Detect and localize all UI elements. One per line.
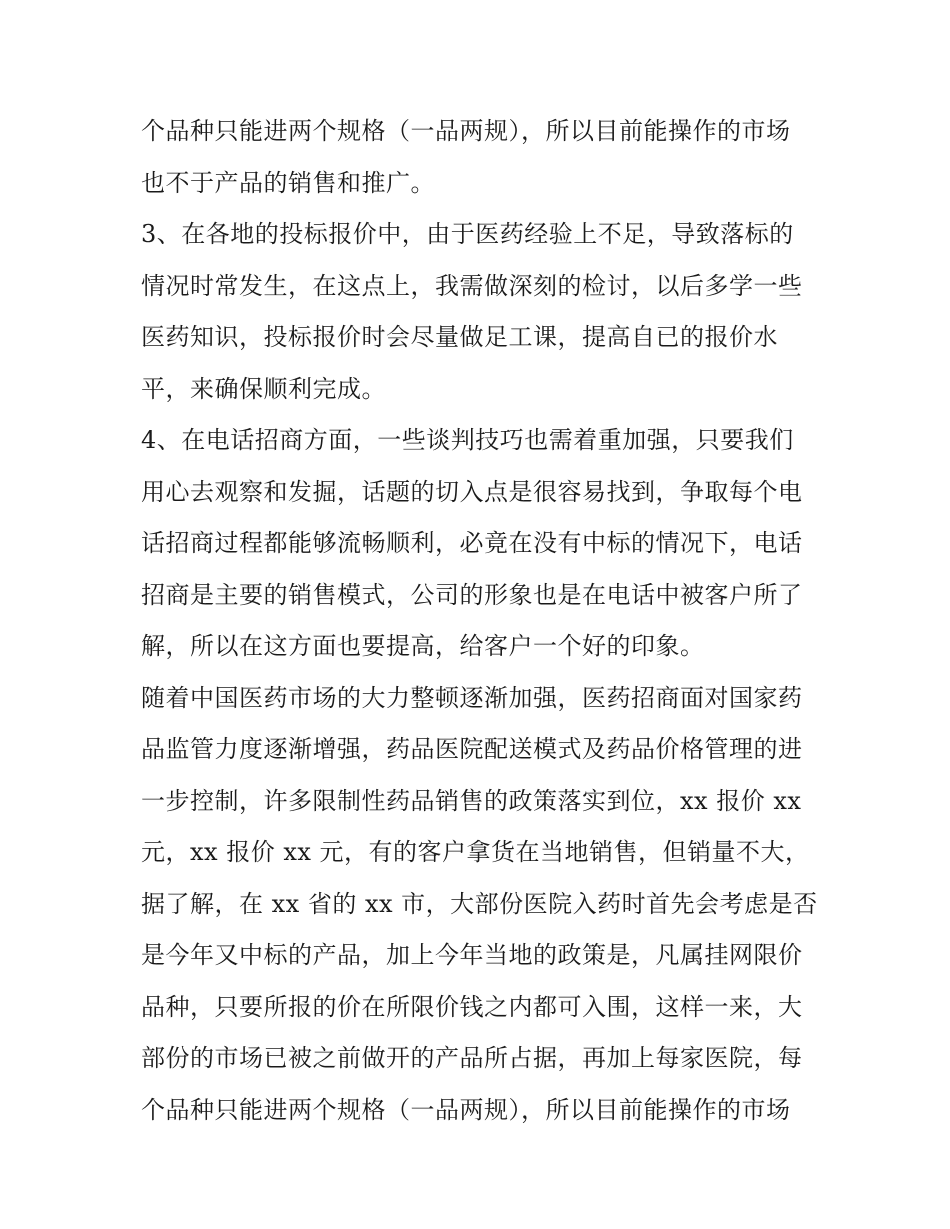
body-text bbox=[141, 106, 831, 1136]
text-line: 情况时常发生，在这点上，我需做深刻的检讨，以后多学一些 bbox=[141, 271, 803, 300]
text-line: 元，xx 报价 xx 元，有的客户拿货在当地销售，但销量不大， bbox=[141, 838, 810, 866]
text-line: 据了解，在 xx 省的 xx 市，大部份医院入药时首先会考虑是否 bbox=[141, 889, 818, 918]
text-line: 个品种只能进两个规格（一品两规），所以目前能操作的市场 bbox=[141, 1095, 791, 1124]
text-line: 用心去观察和发掘，话题的切入点是很容易找到，争取每个电 bbox=[141, 477, 803, 506]
text-line: 个品种只能进两个规格（一品两规），所以目前能操作的市场 bbox=[141, 117, 791, 145]
text-line: 3、在各地的投标报价中，由于医药经验上不足，导致落标的 bbox=[141, 220, 794, 248]
text-line: 随着中国医药市场的大力整顿逐渐加强，医药招商面对国家药 bbox=[141, 683, 803, 712]
text-line: 品监管力度逐渐增强，药品医院配送模式及药品价格管理的进 bbox=[141, 735, 803, 763]
text-line: 招商是主要的销售模式，公司的形象也是在电话中被客户所了 bbox=[141, 580, 803, 609]
text-line: 医药知识，投标报价时会尽量做足工课，提高自已的报价水 bbox=[141, 323, 778, 351]
text-line: 解，所以在这方面也要提高，给客户一个好的印象。 bbox=[141, 632, 705, 660]
text-line: 一步控制，许多限制性药品销售的政策落实到位，xx 报价 xx bbox=[141, 786, 802, 815]
text-line: 是今年又中标的产品，加上今年当地的政策是，凡属挂网限价 bbox=[141, 941, 803, 969]
text-line: 话招商过程都能够流畅顺利，必竟在没有中标的情况下，电话 bbox=[141, 529, 803, 557]
text-line: 部份的市场已被之前做开的产品所占据，再加上每家医院，每 bbox=[141, 1044, 803, 1072]
text-line: 4、在电话招商方面，一些谈判技巧也需着重加强，只要我们 bbox=[141, 426, 794, 454]
text-line: 也不于产品的销售和推广。 bbox=[141, 168, 435, 197]
text-line: 平，来确保顺利完成。 bbox=[141, 374, 386, 403]
text-line: 品种，只要所报的价在所限价钱之内都可入围，这样一来，大 bbox=[141, 992, 803, 1021]
